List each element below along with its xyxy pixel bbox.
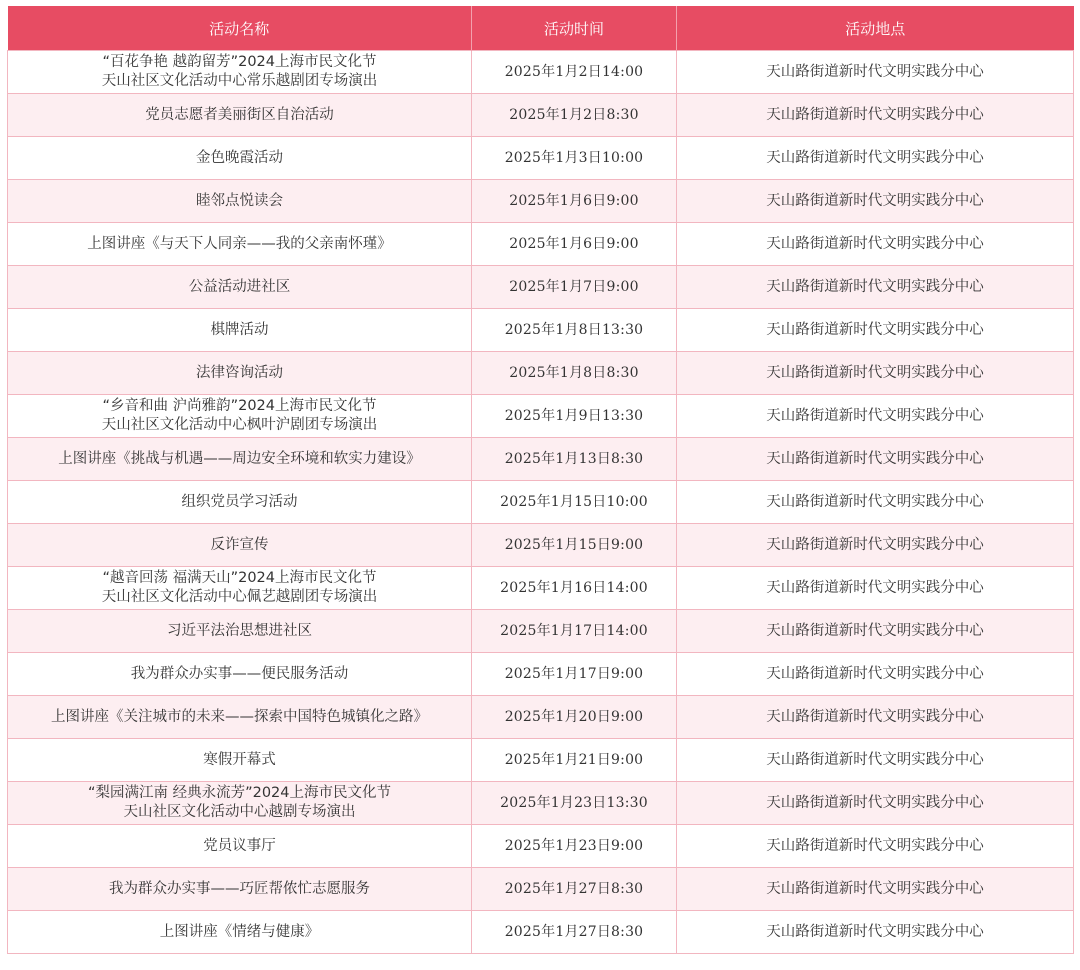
activity-place-cell: 天山路街道新时代文明实践分中心 [677, 653, 1074, 696]
activity-time-cell: 2025年1月17日9:00 [472, 653, 677, 696]
activity-place-cell: 天山路街道新时代文明实践分中心 [677, 438, 1074, 481]
table-row [8, 266, 1074, 309]
activity-name-cell [8, 696, 472, 739]
activity-name-cell [8, 524, 472, 567]
table-row [8, 696, 1074, 739]
activity-name-line: “乡音和曲 沪尚雅韵”2024上海市民文化节 [102, 398, 377, 414]
activity-name-cell [8, 438, 472, 481]
activity-place-cell: 天山路街道新时代文明实践分中心 [677, 309, 1074, 352]
activity-name-cell [8, 825, 472, 868]
table-row [8, 395, 1074, 438]
activity-place-cell: 天山路街道新时代文明实践分中心 [677, 137, 1074, 180]
activity-schedule [7, 6, 1073, 954]
table-row [8, 352, 1074, 395]
activity-place-cell: 天山路街道新时代文明实践分中心 [677, 524, 1074, 567]
activity-place-cell: 天山路街道新时代文明实践分中心 [677, 610, 1074, 653]
activity-name-line: “梨园满江南 经典永流芳”2024上海市民文化节 [87, 785, 392, 801]
table-row [8, 180, 1074, 223]
table-row [8, 610, 1074, 653]
activity-name-line: 党员议事厅 [203, 837, 276, 854]
activity-time-cell: 2025年1月2日8:30 [472, 94, 677, 137]
activity-name-line: “越音回荡 福满天山”2024上海市民文化节 [102, 570, 377, 586]
table-row [8, 868, 1074, 911]
activity-name-cell [8, 137, 472, 180]
activity-name-cell [8, 395, 472, 438]
activity-place-cell: 天山路街道新时代文明实践分中心 [677, 223, 1074, 266]
activity-name-cell [8, 567, 472, 610]
activity-time-cell: 2025年1月8日13:30 [472, 309, 677, 352]
activity-time-cell: 2025年1月8日8:30 [472, 352, 677, 395]
activity-time-cell: 2025年1月23日13:30 [472, 782, 677, 825]
activity-name-cell [8, 180, 472, 223]
activity-name-cell [8, 223, 472, 266]
activity-name-line: 天山社区文化活动中心佩艺越剧团专场演出 [101, 589, 378, 605]
activity-place-cell: 天山路街道新时代文明实践分中心 [677, 266, 1074, 309]
table-row [8, 739, 1074, 782]
activity-place-cell: 天山路街道新时代文明实践分中心 [677, 180, 1074, 223]
activity-time-cell: 2025年1月20日9:00 [472, 696, 677, 739]
activity-name-line: “百花争艳 越韵留芳”2024上海市民文化节 [102, 54, 377, 70]
activity-time-cell: 2025年1月27日8:30 [472, 868, 677, 911]
activity-place-cell: 天山路街道新时代文明实践分中心 [677, 825, 1074, 868]
activity-name-line: 反诈宣传 [210, 536, 269, 553]
activity-name-cell [8, 481, 472, 524]
activity-name-cell [8, 352, 472, 395]
activity-name-line: 法律咨询活动 [196, 364, 283, 381]
table-header-row [8, 6, 1074, 51]
table-row [8, 94, 1074, 137]
activity-name-line: 金色晚霞活动 [196, 149, 283, 166]
activity-name-line: 棋牌活动 [210, 321, 269, 338]
activity-place-cell: 天山路街道新时代文明实践分中心 [677, 395, 1074, 438]
activity-name-cell [8, 782, 472, 825]
activity-time-cell: 2025年1月6日9:00 [472, 180, 677, 223]
activity-name-cell [8, 610, 472, 653]
activity-name-line: 我为群众办实事——便民服务活动 [130, 665, 349, 682]
activity-time-cell: 2025年1月7日9:00 [472, 266, 677, 309]
activity-time-cell: 2025年1月13日8:30 [472, 438, 677, 481]
table-row [8, 438, 1074, 481]
activity-place-cell: 天山路街道新时代文明实践分中心 [677, 782, 1074, 825]
table-row [8, 481, 1074, 524]
table-row [8, 51, 1074, 94]
activity-name-line: 上图讲座《挑战与机遇——周边安全环境和软实力建设》 [58, 450, 421, 467]
table-row [8, 309, 1074, 352]
table-row [8, 782, 1074, 825]
activity-name-line: 上图讲座《与天下人同亲——我的父亲南怀瑾》 [87, 235, 392, 252]
table-row [8, 524, 1074, 567]
activity-name-line: 天山社区文化活动中心常乐越剧团专场演出 [101, 73, 378, 89]
activity-place-cell: 天山路街道新时代文明实践分中心 [677, 868, 1074, 911]
activity-time-cell: 2025年1月2日14:00 [472, 51, 677, 94]
activity-name-line: 天山社区文化活动中心枫叶沪剧团专场演出 [101, 417, 378, 433]
activity-name-line: 习近平法治思想进社区 [167, 622, 312, 639]
activity-name-line: 上图讲座《情绪与健康》 [159, 923, 320, 940]
activity-name-cell [8, 911, 472, 954]
activity-table [7, 6, 1074, 954]
header-activity-name: 活动名称 [8, 6, 472, 51]
table-row [8, 653, 1074, 696]
activity-name-line: 党员志愿者美丽街区自治活动 [145, 106, 334, 123]
table-row [8, 137, 1074, 180]
table-row [8, 911, 1074, 954]
activity-time-cell: 2025年1月16日14:00 [472, 567, 677, 610]
activity-place-cell: 天山路街道新时代文明实践分中心 [677, 911, 1074, 954]
activity-place-cell: 天山路街道新时代文明实践分中心 [677, 352, 1074, 395]
activity-time-cell: 2025年1月15日9:00 [472, 524, 677, 567]
activity-time-cell: 2025年1月21日9:00 [472, 739, 677, 782]
table-row [8, 825, 1074, 868]
activity-name-line: 我为群众办实事——巧匠帮侬忙志愿服务 [109, 880, 370, 897]
activity-name-cell [8, 739, 472, 782]
table-body [8, 51, 1074, 954]
activity-time-cell: 2025年1月23日9:00 [472, 825, 677, 868]
activity-name-cell [8, 266, 472, 309]
activity-time-cell: 2025年1月9日13:30 [472, 395, 677, 438]
activity-name-cell [8, 653, 472, 696]
activity-time-cell: 2025年1月15日10:00 [472, 481, 677, 524]
activity-place-cell: 天山路街道新时代文明实践分中心 [677, 51, 1074, 94]
activity-time-cell: 2025年1月17日14:00 [472, 610, 677, 653]
activity-name-line: 睦邻点悦读会 [196, 192, 283, 209]
activity-name-line: 公益活动进社区 [188, 278, 291, 295]
activity-name-line: 上图讲座《关注城市的未来——探索中国特色城镇化之路》 [51, 708, 428, 725]
activity-time-cell: 2025年1月3日10:00 [472, 137, 677, 180]
header-activity-place: 活动地点 [677, 6, 1074, 51]
activity-name-line: 天山社区文化活动中心越剧专场演出 [123, 804, 356, 820]
table-row [8, 223, 1074, 266]
activity-name-cell [8, 868, 472, 911]
header-activity-time: 活动时间 [472, 6, 677, 51]
activity-place-cell: 天山路街道新时代文明实践分中心 [677, 696, 1074, 739]
activity-name-cell [8, 94, 472, 137]
activity-time-cell: 2025年1月27日8:30 [472, 911, 677, 954]
activity-time-cell: 2025年1月6日9:00 [472, 223, 677, 266]
table-row [8, 567, 1074, 610]
activity-name-line: 组织党员学习活动 [181, 493, 298, 510]
activity-place-cell: 天山路街道新时代文明实践分中心 [677, 94, 1074, 137]
activity-place-cell: 天山路街道新时代文明实践分中心 [677, 567, 1074, 610]
activity-place-cell: 天山路街道新时代文明实践分中心 [677, 739, 1074, 782]
activity-name-line: 寒假开幕式 [203, 751, 276, 768]
activity-name-cell [8, 51, 472, 94]
activity-name-cell [8, 309, 472, 352]
activity-place-cell: 天山路街道新时代文明实践分中心 [677, 481, 1074, 524]
